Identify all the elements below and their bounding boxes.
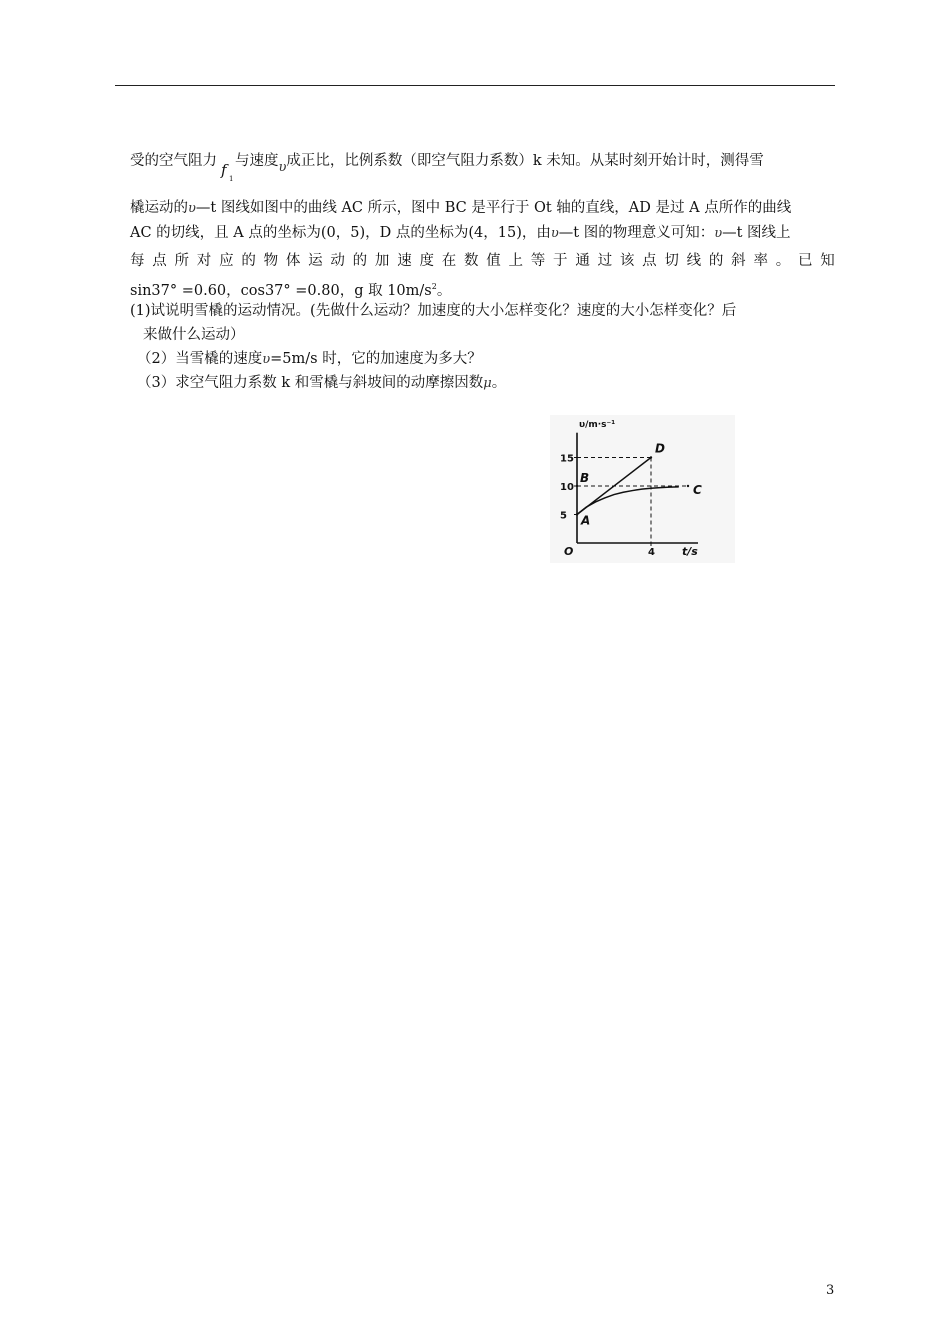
y-tick-label: 15 [560,453,574,465]
justified-char: 体 [285,253,301,269]
justified-char: 切 [664,253,679,269]
justified-char: 点 [152,253,167,269]
text-segment: （3）求空气阻力系数 k 和雪橇与斜坡间的动摩擦因数 [137,375,484,391]
v-symbol: υ [188,201,196,216]
justified-char: 物 [263,253,279,269]
v-symbol: υ [262,352,271,367]
superscript: 2 [431,282,437,291]
justified-char: 线 [686,253,702,269]
text-segment: 。 [491,375,507,391]
y-axis-label: υ/m·s⁻¹ [579,420,616,430]
y-tick-label: 10 [560,482,574,493]
question-2 [137,350,842,369]
text-segment: —t 图线上 [722,225,791,241]
justified-char: 的 [708,253,724,269]
text-segment: sin37° =0.60，cos37° =0.80，g 取 10m/s [130,282,432,299]
f-letter: f [221,161,227,179]
text-segment: —t 图线如图中的曲线 AC 所示，图中 BC 是平行于 Ot 轴的直线，AD 是过 A 点所作的曲线 [195,200,792,216]
justified-char: 上 [508,253,524,269]
text-segment: 与速度 [235,153,279,169]
text-segment: AC 的切线，且 A 点的坐标为(0，5)，D 点的坐标为(4，15)，由 [130,225,551,241]
mu-symbol: μ [483,376,492,391]
v-symbol: υ [278,160,287,175]
question-1-line-2: 来做什么运动） [143,327,245,343]
justified-char: 的 [352,253,368,269]
v-symbol: υ [550,226,559,241]
justified-char: 通 [575,253,590,269]
question-3 [137,374,842,393]
problem-line-5 [130,277,835,301]
point-a-label: A [581,513,591,528]
justified-char: 知 [820,253,835,269]
header-rule [115,85,835,86]
justified-char: 值 [486,253,501,269]
justified-char: 。 [775,253,791,269]
problem-line-2 [130,199,835,218]
problem-line-1 [130,152,835,183]
text-segment: 橇运动的 [130,200,188,216]
justified-char: 点 [642,253,657,269]
x-axis-label: t/s [682,545,698,558]
y-tick-label: 5 [560,510,567,522]
point-c-label: C [693,483,702,497]
text-segment: —t 图的物理意义可知： [558,225,715,241]
justified-char: 该 [619,253,635,269]
justified-char: 率 [753,253,768,269]
page-number: 3 [826,1283,835,1298]
justified-char: 每 [130,253,145,269]
point-d-label: D [655,441,665,456]
v-symbol: υ [714,226,723,241]
justified-char: 数 [463,253,479,269]
point-d-marker [650,456,652,458]
text-segment: 。 [436,282,452,299]
justified-char: 于 [553,253,568,269]
x-tick-label: 4 [648,547,655,558]
justified-char: 应 [219,253,234,269]
problem-line-4 [130,252,835,271]
text-segment: （2）当雪橇的速度 [137,351,263,367]
point-b-label: B [580,471,590,485]
justified-char: 加 [374,253,390,269]
justified-char: 运 [308,253,323,269]
f-subscript: 1 [229,175,234,183]
justified-char: 动 [330,253,345,269]
text-segment: 成正比，比例系数（即空气阻力系数）k 未知。从某时刻开始计时，测得雪 [286,153,764,169]
v-t-graph [550,415,735,563]
justified-char: 的 [241,253,256,269]
justified-char: 过 [597,253,613,269]
justified-char: 在 [441,253,457,269]
problem-line-3 [130,224,835,243]
question-1-line-1: (1)试说明雪橇的运动情况。(先做什么运动？加速度的大小怎样变化？速度的大小怎样变化？后 [130,303,737,319]
text-segment: 受的空气阻力 [130,153,217,169]
point-a-marker [576,513,578,515]
justified-char: 对 [196,253,212,269]
text-segment: =5m/s 时，它的加速度为多大？ [270,351,482,367]
justified-char: 等 [530,253,546,269]
justified-char: 所 [174,253,190,269]
point-c-marker [687,485,689,487]
f1-symbol [217,155,235,183]
justified-char: 度 [419,253,434,269]
justified-char: 斜 [731,253,746,269]
point-b-marker [576,485,578,487]
justified-char: 速 [397,253,412,269]
justified-char: 已 [797,253,813,269]
origin-label: O [564,545,574,558]
